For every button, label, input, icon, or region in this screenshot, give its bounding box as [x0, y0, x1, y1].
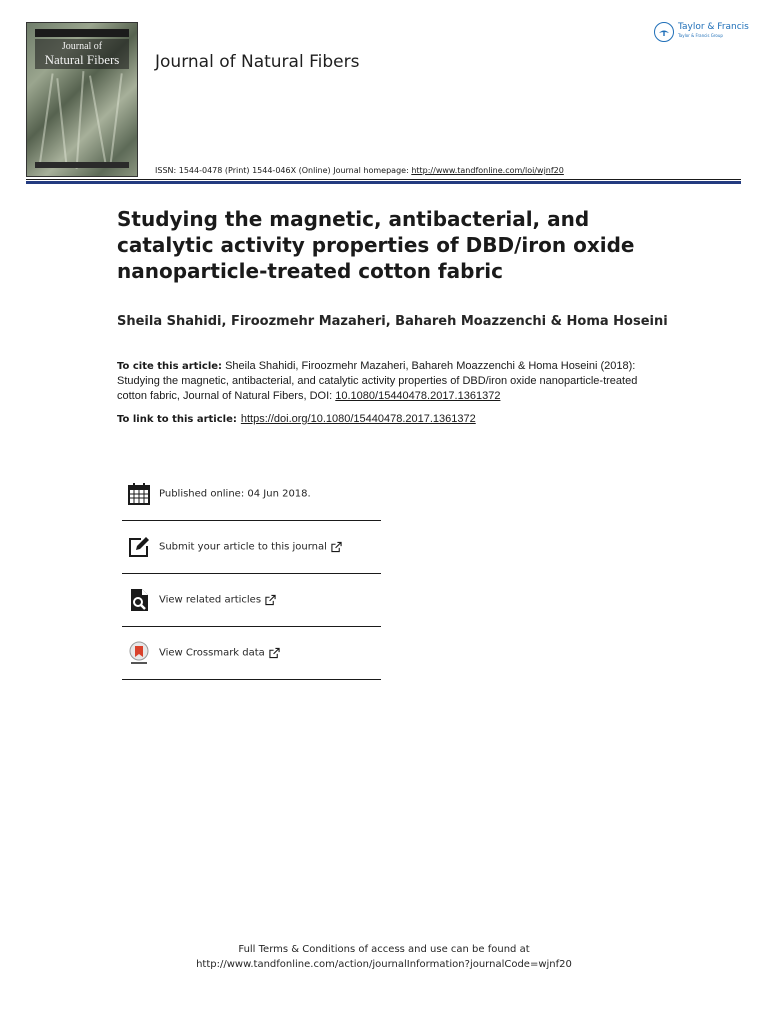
- related-articles-icon: [127, 588, 151, 612]
- crossmark-label[interactable]: View Crossmark data: [159, 647, 265, 659]
- cover-title-line-1: Journal of: [61, 41, 103, 52]
- article-link-block: [117, 413, 476, 425]
- terms-url-link[interactable]: http://www.tandfonline.com/action/journalInformation?journalCode=wjnf20: [196, 959, 572, 970]
- citation-block: [117, 359, 662, 404]
- header-divider-thick: [26, 181, 741, 184]
- article-doi-url-link[interactable]: https://doi.org/10.1080/15440478.2017.1361372: [240, 413, 476, 425]
- submit-article-label[interactable]: Submit your article to this journal: [159, 541, 327, 553]
- article-title: Studying the magnetic, antibacterial, and catalytic activity properties of DBD/iron oxide nanoparticle-treated cotton fabric: [117, 207, 635, 283]
- crossmark-icon: [127, 641, 151, 665]
- calendar-icon: [127, 482, 151, 506]
- cite-label: To cite this article:: [117, 361, 223, 372]
- cover-title-line-2: Natural Fibers: [44, 52, 120, 67]
- cover-footer-bar: [35, 162, 129, 168]
- terms-line-1: Full Terms & Conditions of access and use can be found at: [238, 944, 530, 955]
- taylor-francis-logo-icon: [654, 22, 674, 42]
- external-link-icon: [269, 648, 280, 659]
- article-authors: Sheila Shahidi, Firoozmehr Mazaheri, Bahareh Moazzenchi & Homa Hoseini: [117, 314, 668, 329]
- issn-text: ISSN: 1544-0478 (Print) 1544-046X (Online) Journal homepage:: [155, 166, 412, 175]
- article-info-list: [122, 468, 381, 680]
- journal-homepage-link[interactable]: http://www.tandfonline.com/loi/wjnf20: [411, 166, 564, 175]
- external-link-icon: [331, 542, 342, 553]
- edit-icon: [127, 535, 151, 559]
- published-online-item: [122, 468, 381, 521]
- publisher-logo: [654, 22, 749, 42]
- published-online-label: Published online: 04 Jun 2018.: [159, 488, 311, 500]
- submit-article-item[interactable]: [122, 521, 381, 574]
- issn-line: [155, 166, 564, 175]
- cite-text: Sheila Shahidi, Firoozmehr Mazaheri, Bahareh Moazzenchi & Homa Hoseini (2018): Studying the magnetic, antibacterial, and catalytic activity properties of DBD/iron oxide nanoparticle-treated cotton fabric, Journal of Natural Fibers, DOI:: [117, 360, 638, 402]
- cover-top-bar: [35, 29, 129, 37]
- terms-footer: [0, 942, 768, 972]
- external-link-icon: [265, 595, 276, 606]
- related-articles-label[interactable]: View related articles: [159, 594, 262, 606]
- journal-name[interactable]: Journal of Natural Fibers: [155, 52, 360, 72]
- journal-cover-image: [26, 22, 138, 177]
- header-divider-thin: [26, 179, 741, 180]
- crossmark-item[interactable]: [122, 627, 381, 680]
- link-label: To link to this article:: [117, 414, 237, 425]
- publisher-subtitle: Taylor & Francis Group: [678, 33, 723, 38]
- publisher-name: Taylor & Francis: [678, 22, 749, 32]
- doi-link[interactable]: 10.1080/15440478.2017.1361372: [335, 390, 501, 402]
- related-articles-item[interactable]: [122, 574, 381, 627]
